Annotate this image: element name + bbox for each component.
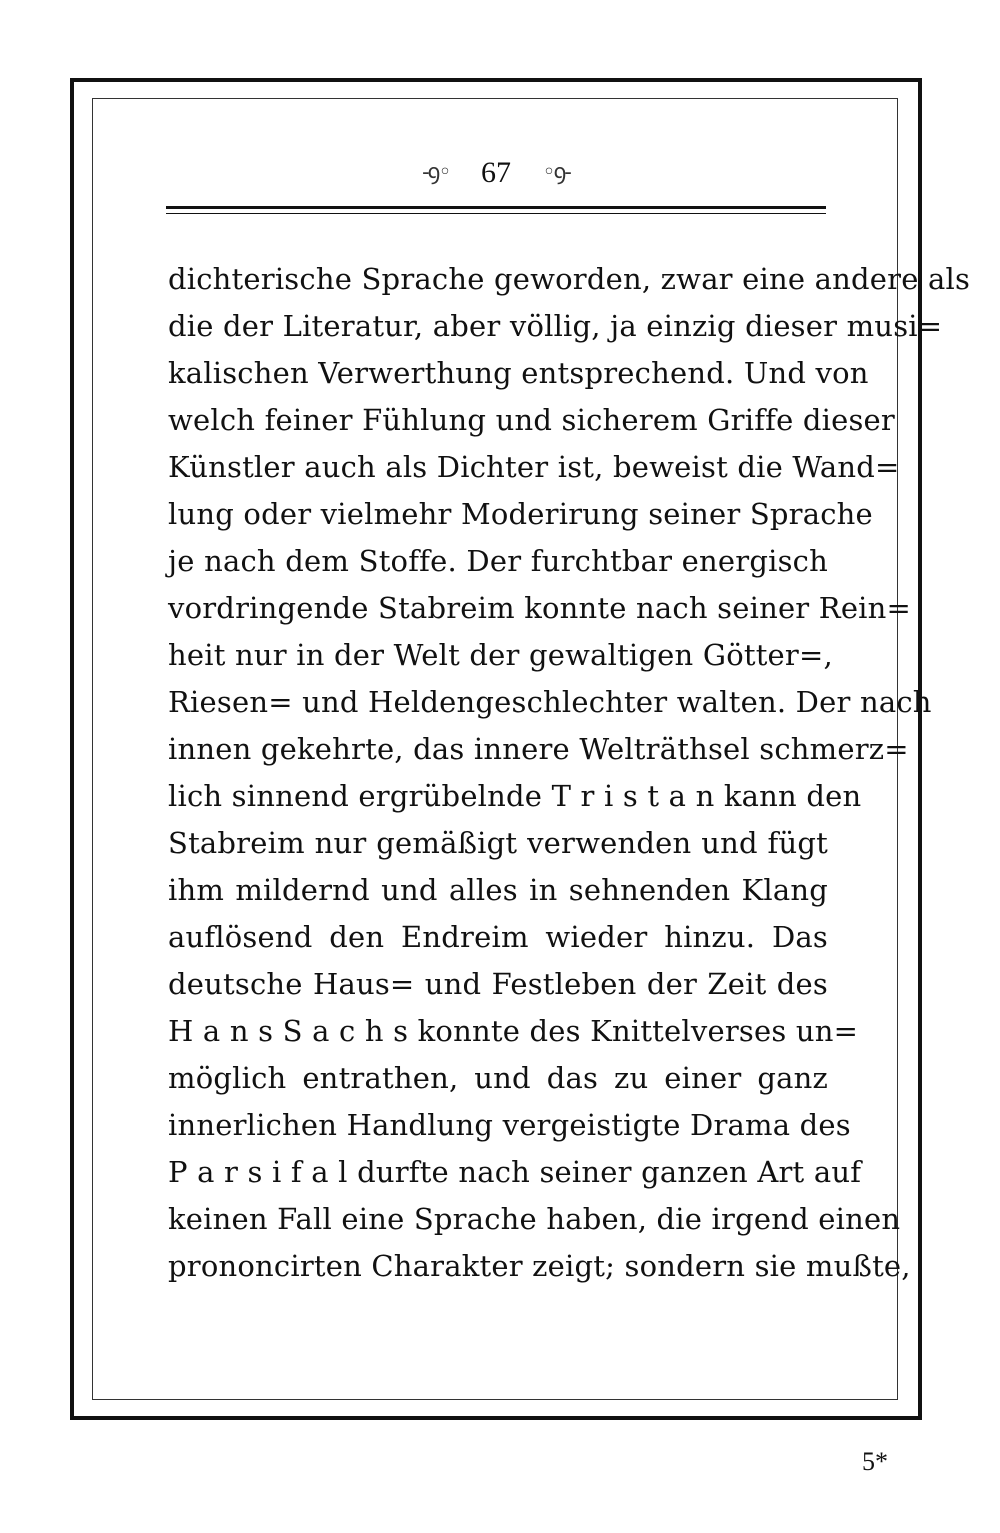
right-ornament-icon: ◦ꝯ- [542, 160, 570, 185]
text-line: prononcirten Charakter zeigt; sondern sie mußte, [168, 1249, 911, 1283]
text-line: kalischen Verwerthung entsprechend. Und von [168, 356, 869, 390]
text-line: innerlichen Handlung vergeistigte Drama des [168, 1108, 851, 1142]
text-line: lich sinnend ergrübelnde T r i s t a n kann den [168, 779, 862, 813]
text-line: Stabreim nur gemäßigt verwenden und fügt [168, 826, 828, 860]
header-rule-thick [166, 206, 826, 209]
text-line: ihm mildernd und alles in sehnenden Klang [168, 873, 828, 907]
text-line: möglich entrathen, und das zu einer ganz [168, 1061, 828, 1095]
text-line: welch feiner Fühlung und sicherem Griffe dieser [168, 403, 895, 437]
left-ornament-icon: -ꝯ◦ [422, 160, 450, 185]
text-line: deutsche Haus= und Festleben der Zeit des [168, 967, 828, 1001]
text-line: dichterische Sprache geworden, zwar eine andere als [168, 262, 971, 296]
text-line: vordringende Stabreim konnte nach seiner Rein= [168, 591, 912, 625]
text-line: auflösend den Endreim wieder hinzu. Das [168, 920, 828, 954]
signature-mark: 5* [862, 1447, 888, 1476]
text-line: keinen Fall eine Sprache haben, die irgend einen [168, 1202, 901, 1236]
body-text [168, 256, 971, 1290]
text-line: P a r s i f a l durfte nach seiner ganzen Art auf [168, 1155, 862, 1189]
running-header [168, 150, 824, 194]
text-line: lung oder vielmehr Moderirung seiner Sprache [168, 497, 873, 531]
header-rule-thin [166, 213, 826, 214]
text-line: heit nur in der Welt der gewaltigen Götter=, [168, 638, 833, 672]
text-line: je nach dem Stoffe. Der furchtbar energisch [168, 544, 828, 578]
text-line: die der Literatur, aber völlig, ja einzig dieser musi= [168, 309, 943, 343]
text-line: H a n s S a c h s konnte des Knittelverses un= [168, 1014, 859, 1048]
page-number: 67 [481, 156, 511, 189]
text-line: innen gekehrte, das innere Welträthsel schmerz= [168, 732, 909, 766]
text-line: Riesen= und Heldengeschlechter walten. Der nach [168, 685, 932, 719]
text-line: Künstler auch als Dichter ist, beweist die Wand= [168, 450, 900, 484]
